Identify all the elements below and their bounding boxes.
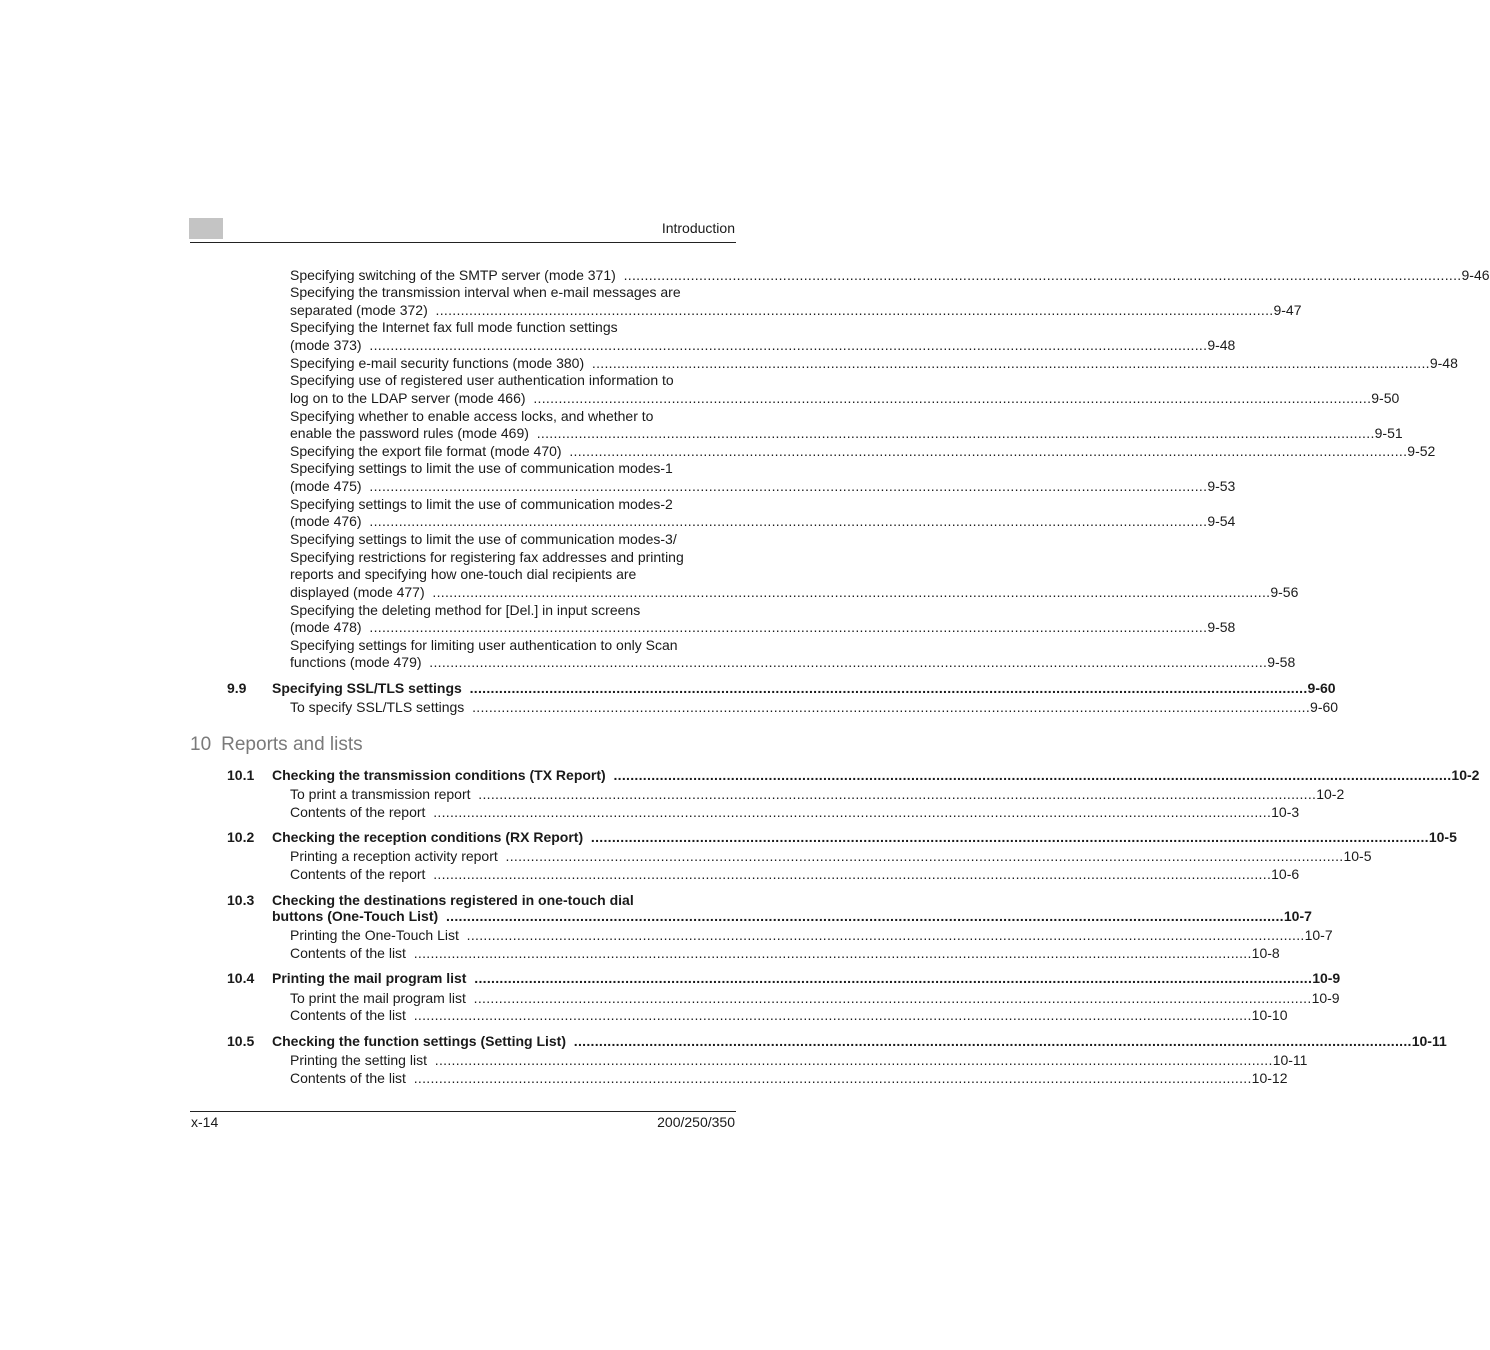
toc-section-entry[interactable]: Checking the transmission conditions (TX Report) ........................................................................................................................................................................................................ 10-2: [272, 767, 1480, 783]
section-number: 10.5: [227, 1033, 255, 1049]
chapter-title: Reports and lists: [221, 734, 363, 755]
toc-entry[interactable]: Printing a reception activity report ........................................................................................................................................................................................................ 10-5: [290, 848, 1372, 864]
toc-entry[interactable]: To print the mail program list ........................................................................................................................................................................................................ 10-9: [290, 990, 1340, 1006]
toc-entry[interactable]: displayed (mode 477) ........................................................................................................................................................................................................ 9-56: [290, 584, 1299, 600]
toc-entry-line[interactable]: Specifying use of registered user authentication information to: [290, 372, 674, 388]
toc-entry[interactable]: log on to the LDAP server (mode 466) ........................................................................................................................................................................................................ 9-50: [290, 390, 1400, 406]
toc-entry[interactable]: Contents of the list ........................................................................................................................................................................................................ 10-10: [290, 1007, 1288, 1023]
toc-section-entry[interactable]: Checking the function settings (Setting List) ........................................................................................................................................................................................................ 10-11: [272, 1033, 1447, 1049]
toc-entry[interactable]: (mode 475) ........................................................................................................................................................................................................ 9-53: [290, 478, 1236, 494]
toc-entry[interactable]: (mode 373) ........................................................................................................................................................................................................ 9-48: [290, 337, 1236, 353]
toc-section-entry[interactable]: Printing the mail program list ........................................................................................................................................................................................................ 10-9: [272, 970, 1341, 986]
toc-entry[interactable]: Contents of the list ........................................................................................................................................................................................................ 10-12: [290, 1070, 1288, 1086]
header-tab-marker: [189, 218, 223, 239]
toc-entry[interactable]: Contents of the list ........................................................................................................................................................................................................ 10-8: [290, 945, 1280, 961]
toc-section-entry-line[interactable]: Checking the destinations registered in one-touch dial: [272, 892, 634, 908]
toc-entry[interactable]: To print a transmission report ........................................................................................................................................................................................................ 10-2: [290, 786, 1345, 802]
toc-entry-line[interactable]: Specifying settings for limiting user authentication to only Scan: [290, 637, 678, 653]
toc-entry[interactable]: To specify SSL/TLS settings ........................................................................................................................................................................................................ 9-60: [290, 699, 1339, 715]
header-rule: [190, 242, 736, 243]
section-number: 10.4: [227, 970, 255, 986]
toc-entry[interactable]: enable the password rules (mode 469) ........................................................................................................................................................................................................ 9-51: [290, 425, 1403, 441]
toc-entry-line[interactable]: Specifying whether to enable access locks, and whether to: [290, 408, 654, 424]
toc-entry[interactable]: (mode 478) ........................................................................................................................................................................................................ 9-58: [290, 619, 1236, 635]
toc-entry-line[interactable]: reports and specifying how one-touch dial recipients are: [290, 566, 637, 582]
toc-entry[interactable]: Specifying the export file format (mode 470) ........................................................................................................................................................................................................ 9-52: [290, 443, 1436, 459]
toc-entry-line[interactable]: Specifying settings to limit the use of communication modes-2: [290, 496, 673, 512]
toc-section-entry[interactable]: buttons (One-Touch List) ........................................................................................................................................................................................................ 10-7: [272, 908, 1312, 924]
section-number: 10.2: [227, 829, 255, 845]
section-number: 10.1: [227, 767, 255, 783]
toc-entry[interactable]: Specifying switching of the SMTP server (mode 371) ........................................................................................................................................................................................................ 9-46: [290, 267, 1490, 283]
chapter-number: 10: [190, 734, 212, 755]
chapter-heading[interactable]: [190, 734, 363, 756]
toc-entry-line[interactable]: Specifying restrictions for registering fax addresses and printing: [290, 549, 684, 565]
toc-entry[interactable]: Printing the One-Touch List ........................................................................................................................................................................................................ 10-7: [290, 927, 1333, 943]
toc-entry-line[interactable]: Specifying settings to limit the use of communication modes-3/: [290, 531, 677, 547]
toc-entry[interactable]: Contents of the report ........................................................................................................................................................................................................ 10-6: [290, 866, 1300, 882]
toc-entry-line[interactable]: Specifying the transmission interval when e-mail messages are: [290, 284, 681, 300]
footer-rule: [190, 1111, 736, 1112]
toc-entry[interactable]: Specifying e-mail security functions (mode 380) ........................................................................................................................................................................................................ 9-48: [290, 355, 1458, 371]
header-title: Introduction: [661, 220, 735, 236]
toc-entry[interactable]: Printing the setting list ........................................................................................................................................................................................................ 10-11: [290, 1052, 1308, 1068]
toc-entry[interactable]: separated (mode 372) ........................................................................................................................................................................................................ 9-47: [290, 302, 1302, 318]
toc-entry[interactable]: (mode 476) ........................................................................................................................................................................................................ 9-54: [290, 513, 1236, 529]
page-number: x-14: [191, 1114, 219, 1130]
toc-section-entry[interactable]: Checking the reception conditions (RX Report) ........................................................................................................................................................................................................ 10-5: [272, 829, 1457, 845]
toc-entry-line[interactable]: Specifying settings to limit the use of communication modes-1: [290, 460, 673, 476]
toc-entry[interactable]: Contents of the report ........................................................................................................................................................................................................ 10-3: [290, 804, 1300, 820]
section-number: 9.9: [227, 680, 247, 696]
section-number: 10.3: [227, 892, 255, 908]
model-numbers: 200/250/350: [657, 1114, 735, 1130]
toc-entry-line[interactable]: Specifying the Internet fax full mode function settings: [290, 319, 618, 335]
toc-entry-line[interactable]: Specifying the deleting method for [Del.] in input screens: [290, 602, 641, 618]
toc-entry[interactable]: functions (mode 479) ........................................................................................................................................................................................................ 9-58: [290, 654, 1296, 670]
toc-section-entry[interactable]: Specifying SSL/TLS settings ........................................................................................................................................................................................................ 9-60: [272, 680, 1336, 696]
